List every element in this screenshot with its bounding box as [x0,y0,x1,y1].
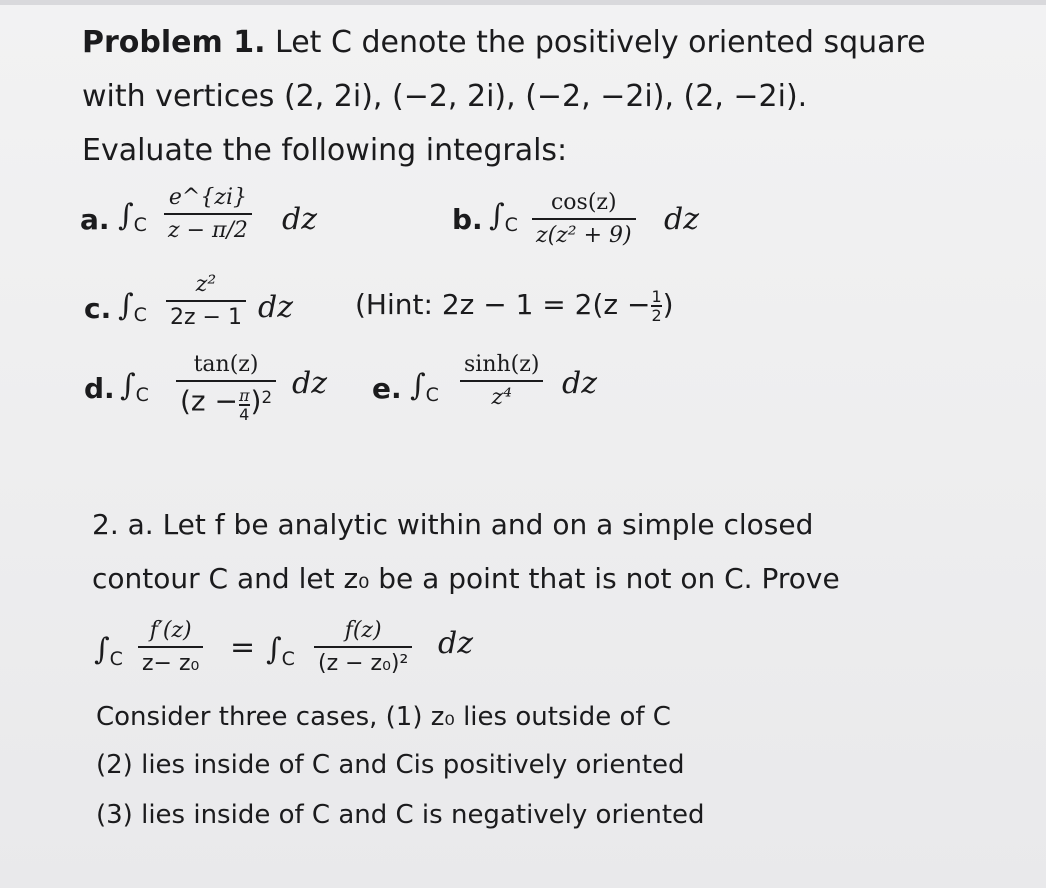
eq-lhs-denominator: z− z₀ [138,646,203,677]
eq-rhs-integral [266,632,295,670]
item-d-power: 2 [261,388,273,407]
item-e-numerator: sinh(z) [464,352,540,377]
item-e-label: e. [372,372,402,405]
item-e-dz: dz [562,366,598,401]
integral-sign: ∫ [266,632,282,667]
item-b-fraction [532,190,636,249]
contour-subscript: C [504,214,518,236]
problem2-line3: Consider three cases, (1) z₀ lies outside of C [96,702,671,732]
problem1-line3: Evaluate the following integrals: [82,133,568,168]
problem2-line5: (3) lies inside of C and C is negatively oriented [96,800,705,830]
item-e-integral [410,368,439,406]
problem2-line1: 2. a. Let f be analytic within and on a simple closed [92,508,814,541]
hint-suffix: ) [662,288,674,321]
item-d-den-open: (z − [180,384,238,418]
item-b-numerator: cos(z) [550,190,617,215]
item-d-fraction [176,352,276,423]
hint-text [355,288,674,324]
item-b-denominator: z(z² + 9) [532,218,636,249]
eq-lhs-integral [94,632,123,670]
item-c-denominator: 2z − 1 [166,300,246,331]
item-a-denominator: z − π/2 [164,213,252,244]
problem1-heading: Problem 1. [82,25,266,60]
hint-prefix: (Hint: 2z − 1 = 2(z − [355,288,651,321]
eq-rhs-fraction [314,618,412,677]
integral-sign: ∫ [118,198,134,233]
eq-lhs-fraction [138,618,203,677]
item-d-four: 4 [239,405,250,425]
item-a-numerator: e^{zi} [168,185,247,210]
item-d-label: d. [84,372,115,405]
contour-subscript: C [133,304,147,326]
eq-rhs-numerator: f(z) [344,618,382,643]
item-d-numerator: tan(z) [193,352,259,377]
contour-subscript: C [133,214,147,236]
item-c-numerator: z² [195,272,217,297]
item-c-label: c. [84,292,112,325]
problem1-line2: with vertices (2, 2i), (−2, 2i), (−2, −2i), (2, −2i). [82,79,808,114]
item-b-integral [489,198,518,236]
eq-rhs-denominator: (z − z₀)² [314,646,412,677]
contour-subscript: C [135,384,149,406]
item-e-denominator: z⁴ [460,380,543,411]
problem1-line1 [82,24,926,62]
item-d-pi: π [238,386,250,406]
item-c-fraction [166,272,246,331]
hint-frac-den: 2 [651,306,662,325]
item-d-pi-over-4 [239,387,250,423]
item-d-dz: dz [292,366,328,401]
item-d-denominator [176,380,276,423]
item-b-label: b. [452,203,483,236]
contour-subscript: C [109,648,123,670]
integral-sign: ∫ [94,632,110,667]
integral-sign: ∫ [120,368,136,403]
item-a-dz: dz [282,202,318,237]
hint-frac-num: 1 [651,287,662,306]
eq-dz: dz [438,626,474,661]
integral-sign: ∫ [118,288,134,323]
hint-half-fraction [651,288,661,324]
eq-equals: = [230,630,256,665]
integral-sign: ∫ [489,198,505,233]
problem2-line4: (2) lies inside of C and Cis positively oriented [96,750,685,780]
item-a-integral [118,198,147,236]
item-c-integral [118,288,147,326]
integral-sign: ∫ [410,368,426,403]
item-a-fraction [164,185,252,244]
item-a-label: a. [80,203,110,236]
contour-subscript: C [425,384,439,406]
item-e-fraction [460,352,543,411]
eq-lhs-numerator: f′(z) [149,618,192,643]
top-edge-bar [0,0,1046,5]
item-b-dz: dz [664,202,700,237]
problem2-line2: contour C and let z₀ be a point that is not on C. Prove [92,562,840,595]
item-c-dz: dz [258,290,294,325]
problem1-line1-rest: Let C denote the positively oriented square [275,25,926,60]
item-d-den-close: ) [250,384,262,418]
contour-subscript: C [281,648,295,670]
item-d-integral [120,368,149,406]
